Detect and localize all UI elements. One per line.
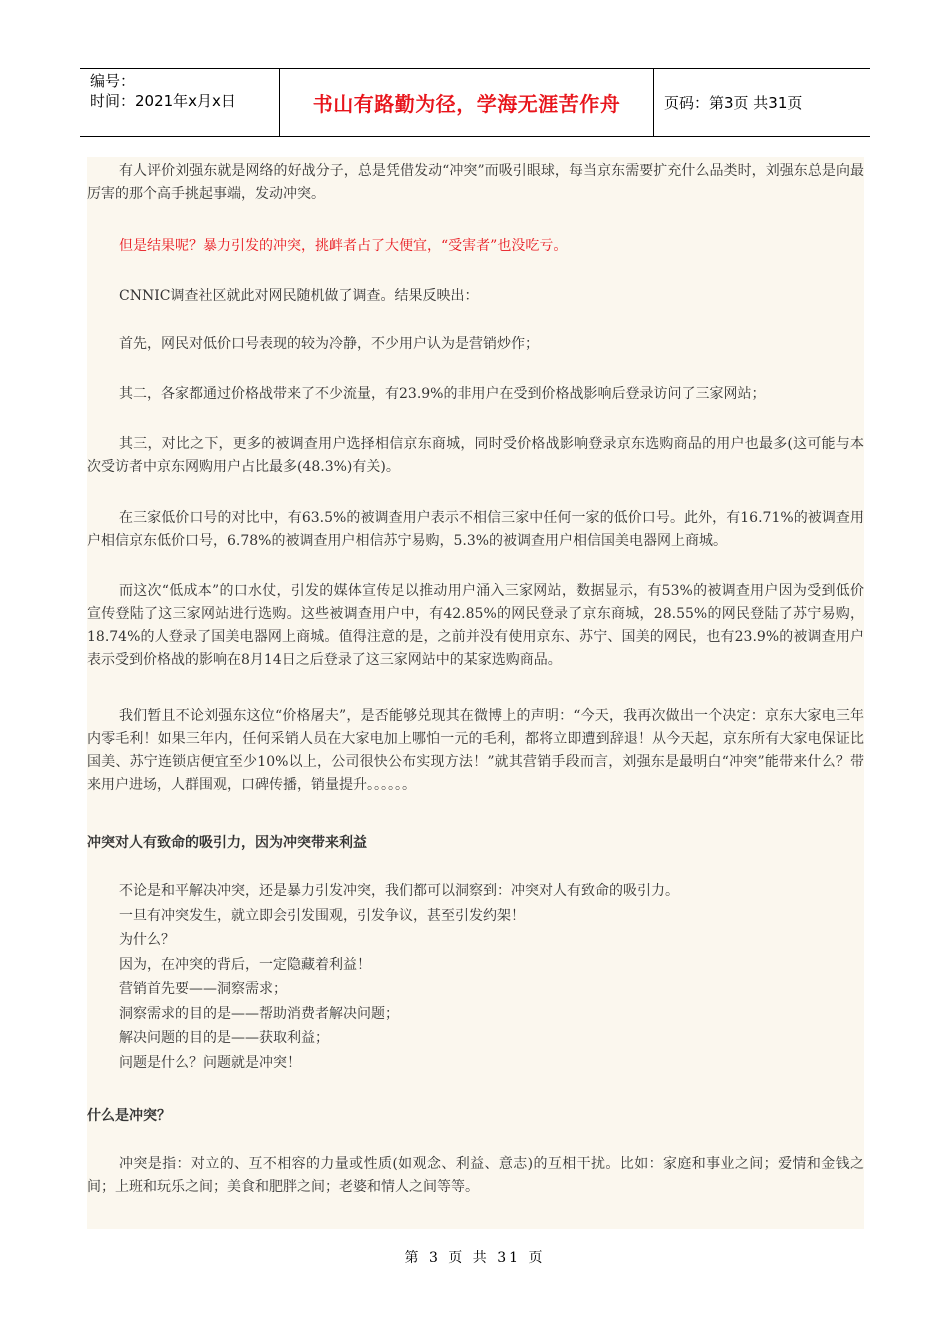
list-line: 营销首先要——洞察需求； <box>119 981 287 997</box>
document-body <box>87 157 864 1229</box>
list-line: 因为，在冲突的背后，一定隐藏着利益！ <box>119 956 371 973</box>
paragraph-10: 冲突是指：对立的、互不相容的力量或性质(如观念、利益、意志)的互相干扰。比如：家庭和事业之间；爱情和金钱之间；上班和玩乐之间；美食和肥胖之间；老婆和情人之间等等。 <box>87 1156 864 1195</box>
paragraph-2-highlight: 但是结果呢？暴力引发的冲突，挑衅者占了大便宜，“受害者”也没吃亏。 <box>119 238 568 254</box>
paragraph-5: 其二，各家都通过价格战带来了不少流量，有23.9%的非用户在受到价格战影响后登录访问了三家网站； <box>119 386 766 402</box>
paragraph-7: 在三家低价口号的对比中，有63.5%的被调查用户表示不相信三家中任何一家的低价口号。此外，有16.71%的被调查用户相信京东低价口号，6.78%的被调查用户相信苏宁易购，5.3%的被调查用户相信国美电器网上商城。 <box>87 510 864 549</box>
list-line: 洞察需求的目的是——帮助消费者解决问题； <box>119 1005 399 1022</box>
number-label: 编号： <box>90 72 136 90</box>
paragraph-3: CNNIC调查社区就此对网民随机做了调查。结果反映出： <box>119 288 479 304</box>
header-left-cell <box>80 69 280 136</box>
list-line: 问题是什么？问题就是冲突！ <box>119 1054 301 1071</box>
list-line: 一旦有冲突发生，就立即会引发围观，引发争议，甚至引发约架！ <box>119 907 525 924</box>
header-motto: 书山有路勤为径，学海无涯苦作舟 <box>280 69 654 136</box>
paragraph-8: 而这次“低成本”的口水仗，引发的媒体宣传足以推动用户涌入三家网站，数据显示，有53%的被调查用户因为受到低价宣传登陆了这三家网站进行选购。这些被调查用户中，有42.85%的网民登录了京东商城，28.55%的网民登陆了苏宁易购，18.74%的人登录了国美电器网上商城。值得注意的是，之前并没有使用京东、苏宁、国美的网民，也有23.9%的被调查用户表示受到价格战的影响在8月14日之后登录了这三家网站中的某家选购商品。 <box>87 583 864 668</box>
paragraph-1: 有人评价刘强东就是网络的好战分子，总是凭借发动“冲突”而吸引眼球，每当京东需要扩充什么品类时，刘强东总是向最厉害的那个高手挑起事端，发动冲突。 <box>87 163 864 202</box>
list-line: 解决问题的目的是——获取利益； <box>119 1030 329 1046</box>
list-line: 为什么？ <box>119 932 175 948</box>
paragraph-4: 首先，网民对低价口号表现的较为冷静，不少用户认为是营销炒作； <box>119 336 539 352</box>
list-line: 不论是和平解决冲突，还是暴力引发冲突，我们都可以洞察到：冲突对人有致命的吸引力。 <box>119 883 679 899</box>
paragraph-9: 我们暂且不论刘强东这位“价格屠夫”，是否能够兑现其在微博上的声明：“今天，我再次做出一个决定：京东大家电三年内零毛利！如果三年内，任何采销人员在大家电加上哪怕一元的毛利，都将立即遭到辞退！从今天起，京东所有大家电保证比国美、苏宁连锁店便宜至少10%以上，公司很快公布实现方法！”就其营销手段而言，刘强东是最明白“冲突”能带来什么？带来用户进场，人群围观，口碑传播，销量提升。。。。。。 <box>87 708 864 793</box>
section-heading-2: 什么是冲突？ <box>87 1108 171 1124</box>
conflict-list <box>119 879 859 1075</box>
page-footer: 第 3 页 共 31 页 <box>404 1250 546 1266</box>
header-page-label: 页码：第3页 共31页 <box>664 94 803 112</box>
page-header <box>80 68 870 137</box>
section-heading-1: 冲突对人有致命的吸引力，因为冲突带来利益 <box>87 835 367 851</box>
paragraph-6: 其三，对比之下，更多的被调查用户选择相信京东商城，同时受价格战影响登录京东选购商品的用户也最多(这可能与本次受访者中京东网购用户占比最多(48.3%)有关)。 <box>87 436 864 475</box>
date-label: 时间：2021年x月x日 <box>90 92 236 110</box>
